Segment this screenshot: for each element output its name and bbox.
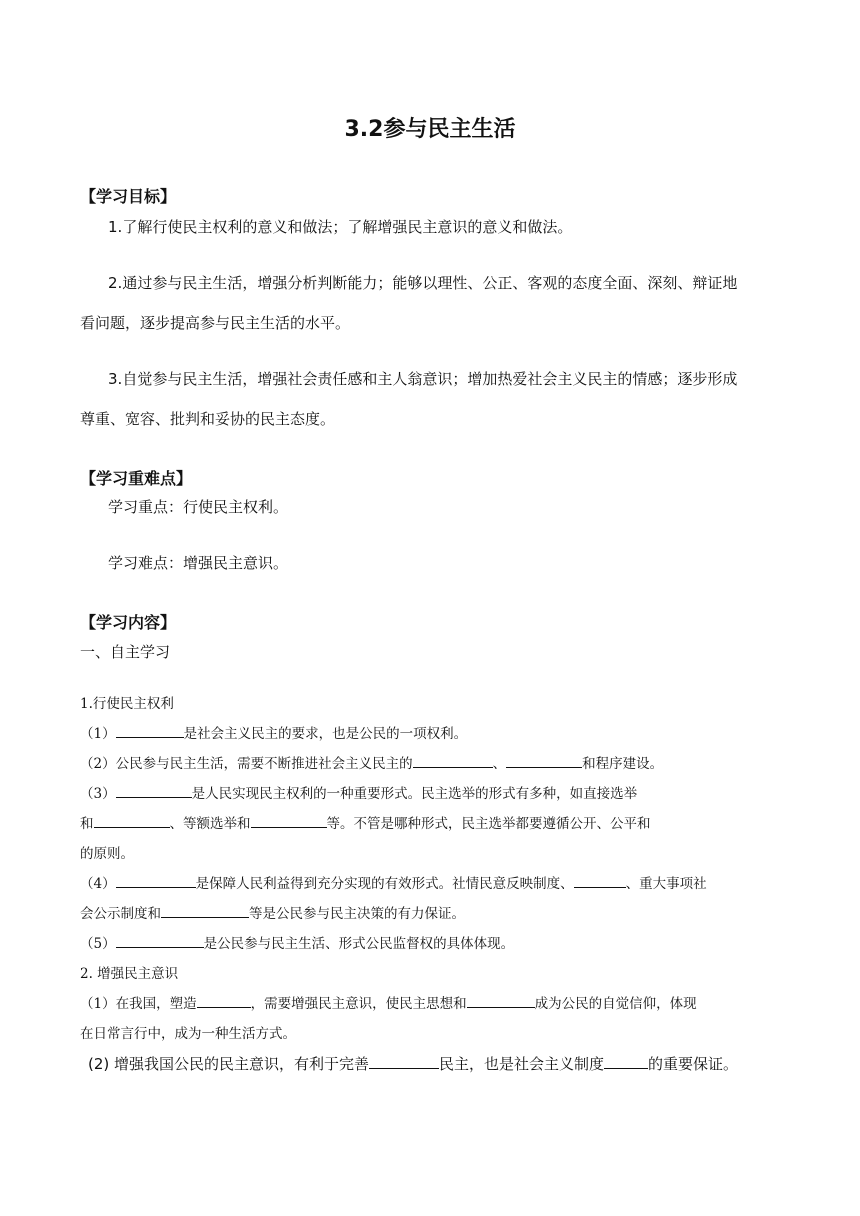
objective-text: 了解行使民主权利的意义和做法；了解增强民主意识的意义和做法。 bbox=[122, 218, 573, 236]
question-text: 和程序建设。 bbox=[582, 756, 664, 772]
question-text: 民主，也是社会主义制度 bbox=[439, 1055, 605, 1073]
question-text: 等是公民参与民主决策的有力保证。 bbox=[249, 906, 465, 922]
question-number: （4） bbox=[80, 876, 116, 892]
sub-heading-rights: 1.行使民主权利 bbox=[80, 696, 174, 712]
fill-blank[interactable] bbox=[116, 873, 196, 888]
question-text: 是公民参与民主生活、形式公民监督权的具体体现。 bbox=[203, 936, 515, 952]
objective-item-2 bbox=[108, 272, 737, 293]
question-text: 是保障人民利益得到充分实现的有效形式。社情民意反映制度、 bbox=[195, 876, 574, 892]
question-text: 和 bbox=[80, 816, 94, 832]
fill-blank[interactable] bbox=[251, 813, 327, 828]
question-text: 的重要保证。 bbox=[648, 1055, 739, 1073]
question-text: 是社会主义民主的要求，也是公民的一项权利。 bbox=[183, 726, 468, 742]
objective-text: 自觉参与民主生活，增强社会责任感和主人翁意识；增加热爱社会主义民主的情感；逐步形成 bbox=[122, 370, 738, 388]
section-self-study: 一、自主学习 bbox=[80, 643, 171, 661]
question-4-line2 bbox=[80, 902, 465, 922]
question-number: （3） bbox=[80, 786, 116, 802]
objective-text: 通过参与民主生活，增强分析判断能力；能够以理性、公正、客观的态度全面、深刻、辩证地 bbox=[122, 274, 738, 292]
content-heading: 【学习内容】 bbox=[80, 613, 177, 632]
fill-blank[interactable] bbox=[413, 753, 493, 768]
fill-blank[interactable] bbox=[604, 1054, 648, 1069]
question-text: 是人民实现民主权利的一种重要形式。民主选举的形式有多种，如直接选举 bbox=[191, 786, 638, 802]
objective-item-1 bbox=[108, 216, 572, 237]
question-text: 、重大事项社 bbox=[625, 876, 707, 892]
objective-item-3-cont: 尊重、宽容、批判和妥协的民主态度。 bbox=[80, 410, 336, 428]
question-text: 、 bbox=[492, 756, 507, 772]
objective-number: 2. bbox=[108, 274, 123, 292]
question-text: （2）公民参与民主生活，需要不断推进社会主义民主的 bbox=[80, 756, 413, 772]
fill-blank[interactable] bbox=[506, 753, 582, 768]
question-3-line3: 的原则。 bbox=[80, 846, 134, 862]
question-text: 等。不管是哪种形式，民主选举都要遵循公开、公平和 bbox=[326, 816, 651, 832]
fill-blank[interactable] bbox=[94, 813, 170, 828]
fill-blank[interactable] bbox=[197, 993, 251, 1008]
fill-blank[interactable] bbox=[116, 723, 184, 738]
document-title: 3.2参与民主生活 bbox=[344, 117, 516, 142]
keypoints-heading: 【学习重难点】 bbox=[80, 469, 193, 488]
key-difficulty: 学习难点：增强民主意识。 bbox=[108, 554, 289, 572]
objective-number: 1. bbox=[108, 218, 123, 236]
fill-blank[interactable] bbox=[161, 903, 249, 918]
fill-blank[interactable] bbox=[574, 873, 626, 888]
question-text: （1）在我国，塑造 bbox=[80, 996, 197, 1012]
question-6 bbox=[80, 992, 697, 1012]
question-7 bbox=[88, 1053, 738, 1074]
question-number: （1） bbox=[80, 726, 116, 742]
question-6-line2: 在日常言行中，成为一种生活方式。 bbox=[80, 1026, 296, 1042]
question-4 bbox=[80, 872, 707, 892]
objective-item-2-cont: 看问题，逐步提高参与民主生活的水平。 bbox=[80, 314, 351, 332]
question-text: ，需要增强民主意识，使民主思想和 bbox=[250, 996, 467, 1012]
question-text: 会公示制度和 bbox=[80, 906, 161, 922]
question-2 bbox=[80, 752, 663, 772]
fill-blank[interactable] bbox=[369, 1054, 439, 1069]
fill-blank[interactable] bbox=[116, 783, 192, 798]
fill-blank[interactable] bbox=[467, 993, 535, 1008]
question-1 bbox=[80, 722, 467, 742]
fill-blank[interactable] bbox=[116, 933, 204, 948]
question-3 bbox=[80, 782, 637, 802]
objective-number: 3. bbox=[108, 370, 123, 388]
question-5 bbox=[80, 932, 514, 952]
question-number: （5） bbox=[80, 936, 116, 952]
objective-item-3 bbox=[108, 368, 737, 389]
question-text: 成为公民的自觉信仰，体现 bbox=[534, 996, 697, 1012]
question-3-line2 bbox=[80, 812, 651, 832]
question-text: 、等额选举和 bbox=[169, 816, 251, 832]
question-text: (2) 增强我国公民的民主意识，有利于完善 bbox=[88, 1055, 370, 1073]
sub-heading-awareness: 2. 增强民主意识 bbox=[80, 966, 179, 982]
objectives-heading: 【学习目标】 bbox=[80, 187, 177, 206]
key-focus: 学习重点：行使民主权利。 bbox=[108, 498, 289, 516]
